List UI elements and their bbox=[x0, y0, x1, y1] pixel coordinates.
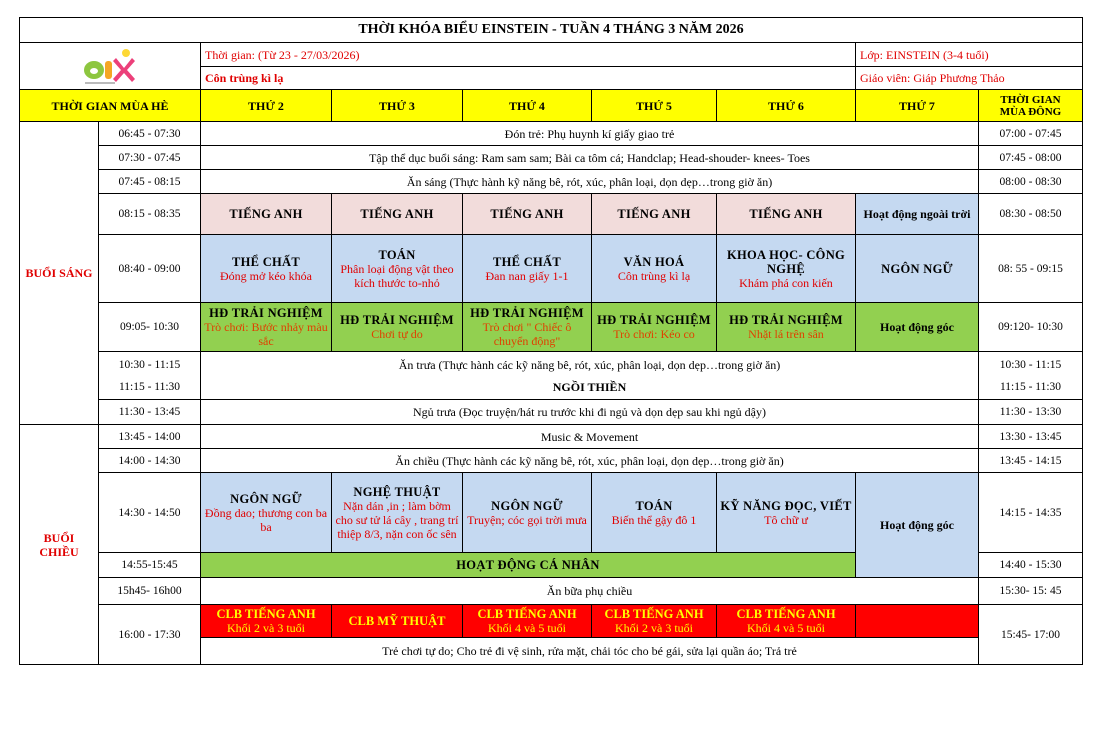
summer-time: 11:15 - 11:30 bbox=[118, 380, 181, 393]
lesson-mon bbox=[200, 234, 332, 303]
subject: HĐ TRẢI NGHIỆM bbox=[470, 306, 584, 320]
winter-time: 14:40 - 15:30 bbox=[978, 552, 1083, 578]
subject: TOÁN bbox=[635, 498, 673, 513]
subject: NGÔN NGỮ bbox=[491, 498, 563, 513]
club-title: CLB TIẾNG ANH bbox=[604, 607, 704, 621]
subject: TOÁN bbox=[378, 247, 416, 262]
subject-detail: Truyện; cóc gọi trời mưa bbox=[467, 512, 587, 527]
subject-detail: Trò chơi: Kéo co bbox=[613, 327, 695, 341]
winter-time-block bbox=[978, 351, 1083, 400]
day-header-wed: THỨ 4 bbox=[462, 89, 592, 122]
time-range: Thời gian: (Từ 23 - 27/03/2026) bbox=[200, 42, 856, 67]
summer-time: 14:55-15:45 bbox=[98, 552, 201, 578]
subject: THỂ CHẤT bbox=[492, 254, 562, 269]
winter-time-header: THỜI GIAN MÙA ĐÔNG bbox=[978, 89, 1083, 122]
summer-time-header: THỜI GIAN MÙA HÈ bbox=[19, 89, 201, 122]
subject-detail: Trò chơi: Bước nhảy màu sắc bbox=[204, 320, 328, 348]
afternoon-lesson-tue bbox=[331, 472, 463, 553]
aik-logo-icon bbox=[80, 46, 140, 86]
subject-detail: Nặn dán ,in ; làm bờm cho sư tử lá cây , trang trí thiệp 8/3, nặn con ốc sên bbox=[335, 498, 459, 541]
subject-detail: Côn trùng kì lạ bbox=[617, 268, 691, 283]
day-header-fri: THỨ 6 bbox=[716, 89, 856, 122]
club-title: CLB TIẾNG ANH bbox=[736, 607, 836, 621]
subject: VĂN HOÁ bbox=[623, 254, 685, 269]
subject: KHOA HỌC- CÔNG NGHỆ bbox=[726, 247, 846, 276]
subject: HĐ TRẢI NGHIỆM bbox=[209, 306, 323, 320]
afternoon-lesson-wed bbox=[462, 472, 592, 553]
summer-time: 08:40 - 09:00 bbox=[98, 234, 201, 303]
subject: KỸ NĂNG ĐỌC, VIẾT bbox=[720, 498, 852, 513]
club-wed bbox=[462, 604, 592, 638]
club-tue bbox=[331, 604, 463, 638]
winter-time: 14:15 - 14:35 bbox=[978, 472, 1083, 553]
activity-meditation: NGỒI THIỀN bbox=[552, 379, 627, 394]
subject: HĐ TRẢI NGHIỆM bbox=[340, 313, 454, 327]
summer-time: 08:15 - 08:35 bbox=[98, 193, 201, 235]
winter-time: 07:45 - 08:00 bbox=[978, 145, 1083, 170]
lesson-tue bbox=[331, 234, 463, 303]
subject-detail: Chơi tự do bbox=[371, 327, 423, 341]
activity-arrival: Đón trẻ: Phụ huynh kí giấy giao trẻ bbox=[200, 121, 979, 146]
english-fri: TIẾNG ANH bbox=[716, 193, 856, 235]
subject-detail: Nhặt lá trên sân bbox=[748, 327, 824, 341]
club-detail: Khối 4 và 5 tuổi bbox=[747, 621, 825, 635]
teacher-name: Giáo viên: Giáp Phương Thảo bbox=[855, 66, 1083, 90]
english-tue: TIẾNG ANH bbox=[331, 193, 463, 235]
lesson-wed bbox=[462, 234, 592, 303]
afternoon-lesson-fri bbox=[716, 472, 856, 553]
session-afternoon: BUỔI CHIỀU bbox=[19, 424, 99, 665]
activity-free-play: Trẻ chơi tự do; Cho trẻ đi vệ sinh, rửa mặt, chải tóc cho bé gái, sửa lại quần áo; Trả trẻ bbox=[200, 637, 979, 665]
subject: HĐ TRẢI NGHIỆM bbox=[597, 313, 711, 327]
session-morning: BUỔI SÁNG bbox=[19, 121, 99, 425]
winter-time: 08:30 - 08:50 bbox=[978, 193, 1083, 235]
winter-time: 13:30 - 13:45 bbox=[978, 424, 1083, 449]
summer-time: 14:30 - 14:50 bbox=[98, 472, 201, 553]
activity-exercise: Tập thể dục buổi sáng: Ram sam sam; Bài ca tôm cá; Handclap; Head-shouder- knees- Toes bbox=[200, 145, 979, 170]
summer-time: 06:45 - 07:30 bbox=[98, 121, 201, 146]
summer-time: 15h45- 16h00 bbox=[98, 577, 201, 605]
winter-time: 11:30 - 13:30 bbox=[978, 399, 1083, 425]
subject-detail: Phân loại động vật theo kích thước to-nhỏ bbox=[340, 261, 454, 290]
club-detail: Khối 4 và 5 tuổi bbox=[488, 621, 566, 635]
english-wed: TIẾNG ANH bbox=[462, 193, 592, 235]
english-thu: TIẾNG ANH bbox=[591, 193, 717, 235]
winter-time: 08: 55 - 09:15 bbox=[978, 234, 1083, 303]
schedule-title: THỜI KHÓA BIỂU EINSTEIN - TUẦN 4 THÁNG 3 NĂM 2026 bbox=[19, 17, 1083, 43]
activity-afternoon-meal: Ăn chiều (Thực hành các kỹ năng bê, rót, xúc, phân loại, dọn dẹp…trong giờ ăn) bbox=[200, 448, 979, 473]
afternoon-lesson-mon bbox=[200, 472, 332, 553]
activity-lunch-meditation bbox=[200, 351, 979, 400]
subject: THỂ CHẤT bbox=[231, 254, 301, 269]
experience-fri bbox=[716, 302, 856, 352]
day-header-thu: THỨ 5 bbox=[591, 89, 717, 122]
subject-detail: Tô chữ ư bbox=[764, 512, 808, 527]
subject-detail: Đan nan giấy 1-1 bbox=[485, 268, 569, 283]
subject-detail: Đồng dao; thương con ba ba bbox=[204, 505, 328, 534]
experience-thu bbox=[591, 302, 717, 352]
logo-cell bbox=[19, 42, 201, 90]
day-header-mon: THỨ 2 bbox=[200, 89, 332, 122]
subject-detail: Biến thể gậy đô 1 bbox=[611, 512, 697, 527]
winter-time: 15:45- 17:00 bbox=[978, 604, 1083, 665]
experience-mon bbox=[200, 302, 332, 352]
club-title: CLB TIẾNG ANH bbox=[216, 607, 316, 621]
experience-tue bbox=[331, 302, 463, 352]
experience-wed bbox=[462, 302, 592, 352]
club-sat-empty bbox=[855, 604, 979, 638]
lesson-fri bbox=[716, 234, 856, 303]
summer-time: 07:30 - 07:45 bbox=[98, 145, 201, 170]
summer-time: 07:45 - 08:15 bbox=[98, 169, 201, 194]
winter-time: 10:30 - 11:15 bbox=[999, 358, 1062, 371]
summer-time: 14:00 - 14:30 bbox=[98, 448, 201, 473]
activity-snack: Ăn bữa phụ chiều bbox=[200, 577, 979, 605]
winter-time: 11:15 - 11:30 bbox=[999, 380, 1062, 393]
club-title: CLB TIẾNG ANH bbox=[477, 607, 577, 621]
day-header-tue: THỨ 3 bbox=[331, 89, 463, 122]
english-mon: TIẾNG ANH bbox=[200, 193, 332, 235]
lesson-sat: NGÔN NGỮ bbox=[855, 234, 979, 303]
summer-time: 13:45 - 14:00 bbox=[98, 424, 201, 449]
lesson-thu bbox=[591, 234, 717, 303]
afternoon-lesson-thu bbox=[591, 472, 717, 553]
subject-detail: Khám phá con kiến bbox=[739, 275, 833, 290]
subject: NGÔN NGỮ bbox=[230, 491, 302, 506]
summer-time: 10:30 - 11:15 bbox=[118, 358, 181, 371]
club-detail: Khối 2 và 3 tuổi bbox=[615, 621, 693, 635]
corner-activity-sat-afternoon: Hoạt động góc bbox=[855, 472, 979, 578]
subject-detail: Trò chơi " Chiếc ô chuyển động" bbox=[482, 320, 572, 348]
summer-time: 11:30 - 13:45 bbox=[98, 399, 201, 425]
summer-time: 09:05- 10:30 bbox=[98, 302, 201, 352]
corner-activity-sat: Hoạt động góc bbox=[855, 302, 979, 352]
winter-time: 15:30- 15: 45 bbox=[978, 577, 1083, 605]
activity-lunch: Ăn trưa (Thực hành các kỹ năng bê, rót, xúc, phân loại, dọn dẹp…trong giờ ăn) bbox=[398, 357, 781, 372]
subject-detail: Đóng mở kéo khóa bbox=[220, 268, 312, 283]
summer-time-block bbox=[98, 351, 201, 400]
summer-time: 16:00 - 17:30 bbox=[98, 604, 201, 665]
winter-time: 09:120- 10:30 bbox=[978, 302, 1083, 352]
outdoor-sat: Hoạt động ngoài trời bbox=[855, 193, 979, 235]
club-fri bbox=[716, 604, 856, 638]
club-thu bbox=[591, 604, 717, 638]
club-mon bbox=[200, 604, 332, 638]
activity-individual: HOẠT ĐỘNG CÁ NHÂN bbox=[200, 552, 856, 578]
subject: HĐ TRẢI NGHIỆM bbox=[729, 313, 843, 327]
winter-time: 13:45 - 14:15 bbox=[978, 448, 1083, 473]
day-header-sat: THỨ 7 bbox=[855, 89, 979, 122]
winter-time: 08:00 - 08:30 bbox=[978, 169, 1083, 194]
winter-time: 07:00 - 07:45 bbox=[978, 121, 1083, 146]
club-detail: Khối 2 và 3 tuổi bbox=[227, 621, 305, 635]
activity-nap: Ngủ trưa (Đọc truyện/hát ru trước khi đi ngủ và dọn dẹp sau khi ngủ dậy) bbox=[200, 399, 979, 425]
subject: NGHỆ THUẬT bbox=[353, 484, 441, 499]
activity-music: Music & Movement bbox=[200, 424, 979, 449]
weekly-theme: Côn trùng kì lạ bbox=[200, 66, 856, 90]
activity-breakfast: Ăn sáng (Thực hành kỹ năng bê, rót, xúc, phân loại, dọn dẹp…trong giờ ăn) bbox=[200, 169, 979, 194]
class-name: Lớp: EINSTEIN (3-4 tuổi) bbox=[855, 42, 1083, 67]
club-title: CLB MỸ THUẬT bbox=[348, 614, 446, 628]
